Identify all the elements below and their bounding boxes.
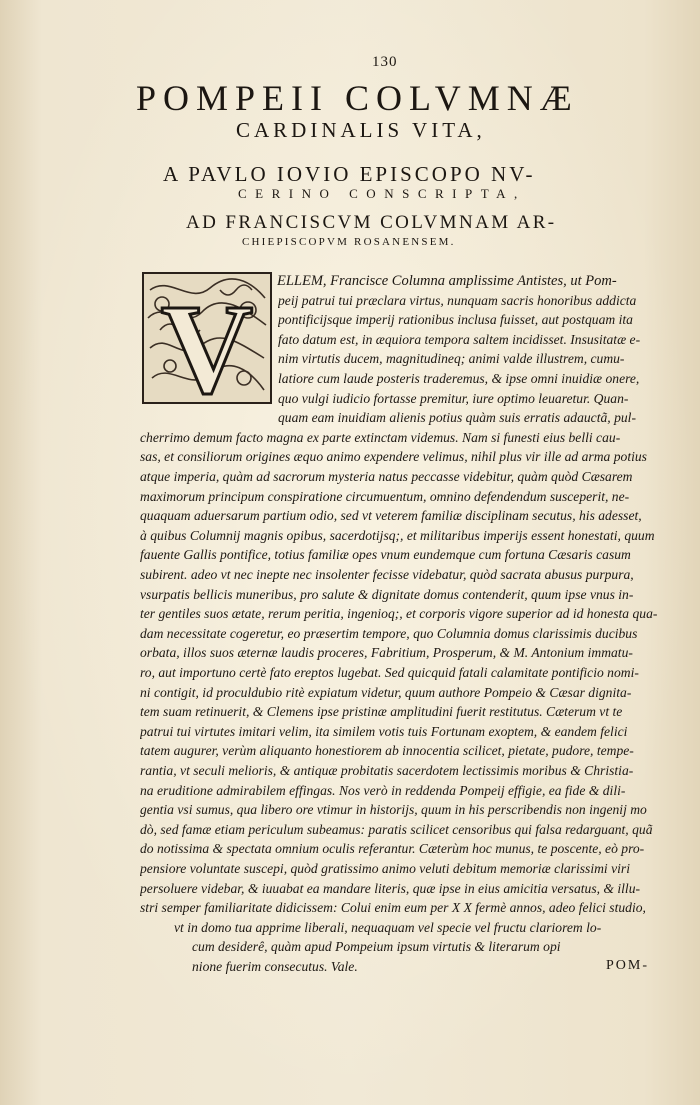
body-line: cum desiderê, quàm apud Pompeium ipsum virtutis & literarum opi (192, 939, 561, 955)
body-line: fato datum est, in æquiora tempora saltem incidisset. Insusitatæ e- (278, 331, 641, 347)
decorated-initial (140, 270, 274, 406)
body-line: vsurpatis bellicis muneribus, pro salute & dignitate domus contenderit, quum ipse vnus in- (140, 586, 634, 602)
body-line: pontificijsque imperij rationibus inclusa fuisset, aut postquam ita (278, 312, 633, 328)
body-line: stri semper familiaritate didicissem: Colui enim eum per X X fermè annos, adeo felici studio, (140, 900, 646, 916)
body-line: fauente Gallis pontifice, totius familiæ opes vnum eundemque cum fortuna Cæsaris casum (140, 547, 631, 563)
title-line-4: CERINO CONSCRIPTA, (238, 186, 526, 201)
body-line: dam necessitate cogeretur, eo præsertim tempore, quo Columnia domus clarissimis ducibus (140, 625, 638, 641)
title-line-3: A PAVLO IOVIO EPISCOPO NV- (163, 162, 536, 186)
body-line: quaquam aduersarum partium odio, sed vt veterem familiæ disciplinam secutus, his adesset, (140, 508, 642, 524)
body-line: gentia vsi sumus, qua libero ore vtimur in historijs, quum in his perscribendis non ingenij mo (140, 802, 647, 818)
body-line: ter gentiles suos ætate, rerum peritia, ingenioq;, et corporis vigore superior ad id honesta qua- (140, 606, 658, 622)
body-line: pensiore voluntate suscepi, quòd gratissimo animo veluti debitum memoriæ clarissimi viri (140, 861, 630, 876)
body-line: patrui tui virtutes imitari velim, ita similem votis tuis Fortunam exoptem, & eandem felici (140, 723, 628, 739)
body-line: persoluere videbar, & iuuabat ea mandare literis, quæ ipse in eius amicitia versatus, & illu- (140, 880, 641, 896)
page-number: 130 (372, 54, 398, 70)
body-line: orbata, illos suos æternæ laudis proceres, Fabritium, Prosperum, & M. Antonium immatu- (140, 645, 633, 661)
body-line: ro, aut importuno certè fato ereptos lugebat. Sed quicquid fatali calamitate pontificio nomi- (140, 665, 639, 680)
body-line: quo vulgi iudicio fortasse premitur, iure optimo leuaretur. Quan- (278, 390, 629, 406)
body-line: nione fuerim consecutus. Vale. (192, 959, 358, 974)
body-line: vt in domo tua apprime liberali, nequaquam vel specie vel fructu clariorem lo- (174, 919, 602, 935)
catchword: POM- (606, 958, 650, 973)
body-line: maximorum principum conspiratione circumuentum, omnino defendendum susceperit, ne- (140, 488, 630, 504)
title-line-2: CARDINALIS VITA, (236, 118, 486, 142)
body-line: rantia, vt seculi melioris, & antiquæ probitatis sacerdotem lectissimis moribus & Christia- (140, 763, 634, 778)
body-line: do notissima & spectata omnium oculis referantur. Cæterùm hoc munus, te poscente, eò pro- (140, 841, 645, 857)
title-line-1: POMPEII COLVMNÆ (136, 78, 579, 118)
title-line-6: CHIEPISCOPVM ROSANENSEM. (242, 236, 456, 248)
body-line: cherrimo demum facto magna ex parte extinctam videmus. Nam si funesti eius belli cau- (140, 429, 621, 445)
body-line: na eruditione admirabilem effingas. Nos verò in reddenda Pompeij effigie, ea fide & dili- (140, 782, 626, 798)
body-line: dò, sed famæ etiam periculum subeamus: paratis scilicet censoribus qui falsa redarguant, quã (140, 821, 653, 837)
body-line: quam eam inuidiam alienis potius quàm suis erratis adauctã, pul- (278, 410, 636, 426)
body-line: peij patrui tui præclara virtus, nunquam sacris honoribus addicta (278, 292, 637, 308)
body-line: atque imperia, quàm ad sacrorum mysteria natus peccasse videbitur, quàm quòd Cæsarem (140, 469, 633, 484)
body-line: ni contigit, id proculdubio ritè expiatum videtur, quum authore Pompeio & Cæsar dignita- (140, 684, 632, 700)
body-line: à quibus Columnij magnis opibus, sacerdotijsq;, et militaribus imperijs essent honestati, quum (140, 527, 655, 543)
body-line: latiore cum laude posteris traderemus, & ipse omni inuidiæ onere, (278, 371, 640, 386)
body-line: nim virtutis ducem, magnitudineq; animi valde illustrem, cumu- (278, 351, 625, 367)
title-line-5: AD FRANCISCVM COLVMNAM AR- (186, 212, 557, 233)
body-line: tatem augurer, verùm aliquanto honestiorem ab innocentia scilicet, pietate, pudore, tempe- (140, 743, 634, 759)
body-line: tem suam retinuerit, & Clemens ipse pristinæ amplitudini fuerit restitutus. Cæterum vt te (140, 704, 623, 720)
body-line: subirent. adeo vt nec inepte nec insolenter fecisse videbatur, quòd sacrata abusus purpura, (140, 567, 634, 582)
body-line: ELLEM, Francisce Columna amplissime Antistes, ut Pom- (277, 273, 617, 289)
body-line: sas, et consiliorum origines æquo animo expendere velimus, nihil plus vir ille ad arma potius (140, 449, 647, 465)
initial-letter: V (160, 278, 254, 406)
